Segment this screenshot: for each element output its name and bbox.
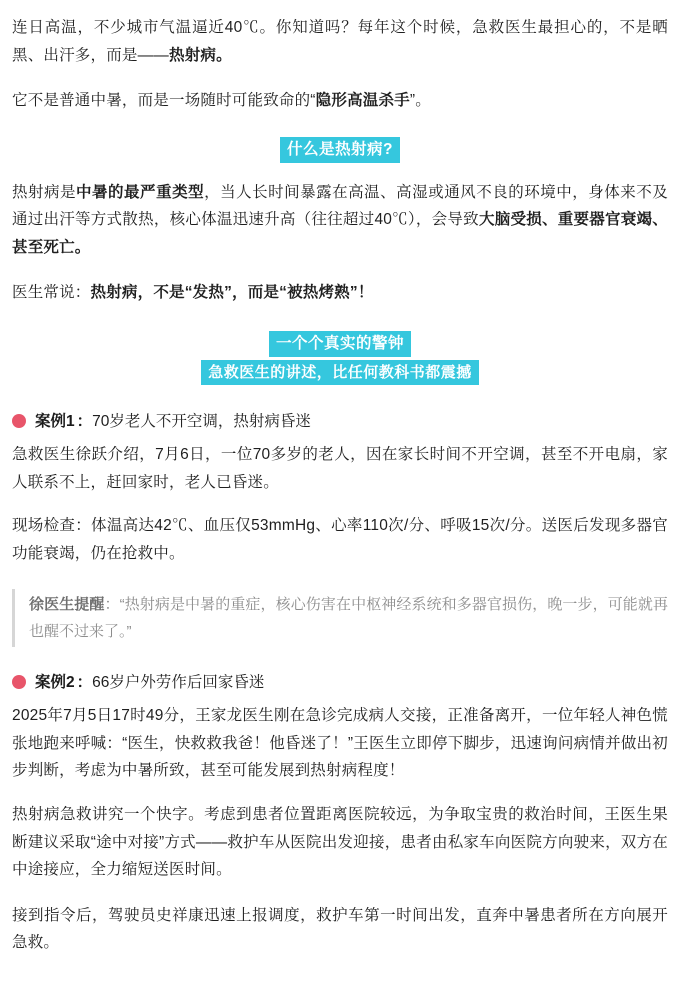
doctor-quote-text: ：“热射病是中暑的重症，核心伤害在中枢神经系统和多器官损伤，晚一步，可能就再也醒不过来了。” (29, 596, 668, 641)
doctor-quote-block (12, 589, 668, 647)
case-1-title: 70岁老人不开空调，热射病昏迷 (92, 413, 311, 431)
doctor-saying-quote: 热射病，不是“发热”，而是“被热烤熟”！ (90, 284, 374, 302)
case-1-examination: 现场检查：体温高达42℃、血压仅53mmHg、心率110次/分、呼吸15次/分。送医后发现多器官功能衰竭，仍在抢救中。 (12, 517, 668, 562)
intro-paragraph-1 (12, 14, 668, 69)
section-heading-alarm-line2: 急救医生的讲述，比任何教科书都震撼 (201, 360, 479, 385)
case-2-dispatch: 接到指令后，驾驶员史祥康迅速上报调度，救护车第一时间出发，直奔中暑患者所在方向展开急救。 (12, 906, 668, 952)
intro-paragraph-2 (12, 87, 668, 115)
case-1-separator: ： (76, 413, 93, 431)
doctor-saying-paragraph (12, 279, 668, 307)
definition-keyword-severe-type: 中暑的最严重类型 (76, 183, 205, 201)
section-heading-what-is-label: 什么是热射病? (280, 137, 400, 163)
case-2-title: 66岁户外劳作后回家昏迷 (92, 674, 265, 692)
case-2-separator: ： (76, 674, 93, 692)
definition-keyword-consequences: 大脑受损、重要器官衰竭、甚至死亡。 (12, 211, 668, 256)
section-heading-alarm (12, 331, 668, 388)
case-1-label: 案例1 (35, 413, 75, 431)
definition-paragraph (12, 179, 668, 262)
case-heading-2 (12, 671, 668, 696)
doctor-quote-attribution: 徐医生提醒 (29, 596, 105, 614)
case-2-body: 2025年7月5日17时49分，王家龙医生刚在急诊完成病人交接，正准备离开，一位年轻人神色慌张地跑来呼喊：“医生，快救救我爸！他昏迷了！”王医生立即停下脚步，迅速询问病情并做出初步判断，考虑为中暑所致，甚至可能发展到热射病程度！ (12, 707, 668, 780)
definition-text-c: ，当人长时间暴露在高温、高湿或通风不良的环境中，身体来不及通过出汗等方式散热，核心体温迅速升高（往往超过40℃），会导致 (12, 183, 668, 229)
intro2-text-c: ”。 (409, 92, 431, 110)
case-2-label: 案例2 (35, 674, 75, 692)
doctor-saying-lead: 医生常说： (12, 284, 91, 302)
red-circle-bullet-icon (12, 414, 26, 428)
section-heading-alarm-line1: 一个个真实的警钟 (269, 331, 411, 357)
case-heading-1 (12, 410, 668, 435)
case-heading-1-content (35, 410, 311, 435)
intro-keyword-heatstroke: 热射病。 (169, 46, 232, 64)
case-1-body: 急救医生徐跃介绍，7月6日，一位70多岁的老人，因在家长时间不开空调，甚至不开电扇，家人联系不上，赶回家时，老人已昏迷。 (12, 446, 668, 491)
case-heading-2-content (35, 671, 264, 696)
section-heading-what-is (12, 137, 668, 163)
intro2-text-a: 它不是普通中暑，而是一场随时可能致命的“ (12, 92, 316, 110)
intro2-keyword-killer: 隐形高温杀手 (315, 92, 410, 110)
case-2-detail: 热射病急救讲究一个快字。考虑到患者位置距离医院较远，为争取宝贵的救治时间，王医生果断建议采取“途中对接”方式——救护车从医院出发迎接，患者由私家车向医院方向驶来，双方在中途接应，全力缩短送医时间。 (12, 805, 668, 879)
definition-text-a: 热射病是 (12, 183, 77, 201)
intro-text-a: 连日高温，不少城市气温逼近40℃。你知道吗？每年这个时候，急救医生最担心的，不是晒黑、出汗多，而是—— (12, 19, 668, 64)
red-circle-bullet-icon (12, 675, 26, 689)
